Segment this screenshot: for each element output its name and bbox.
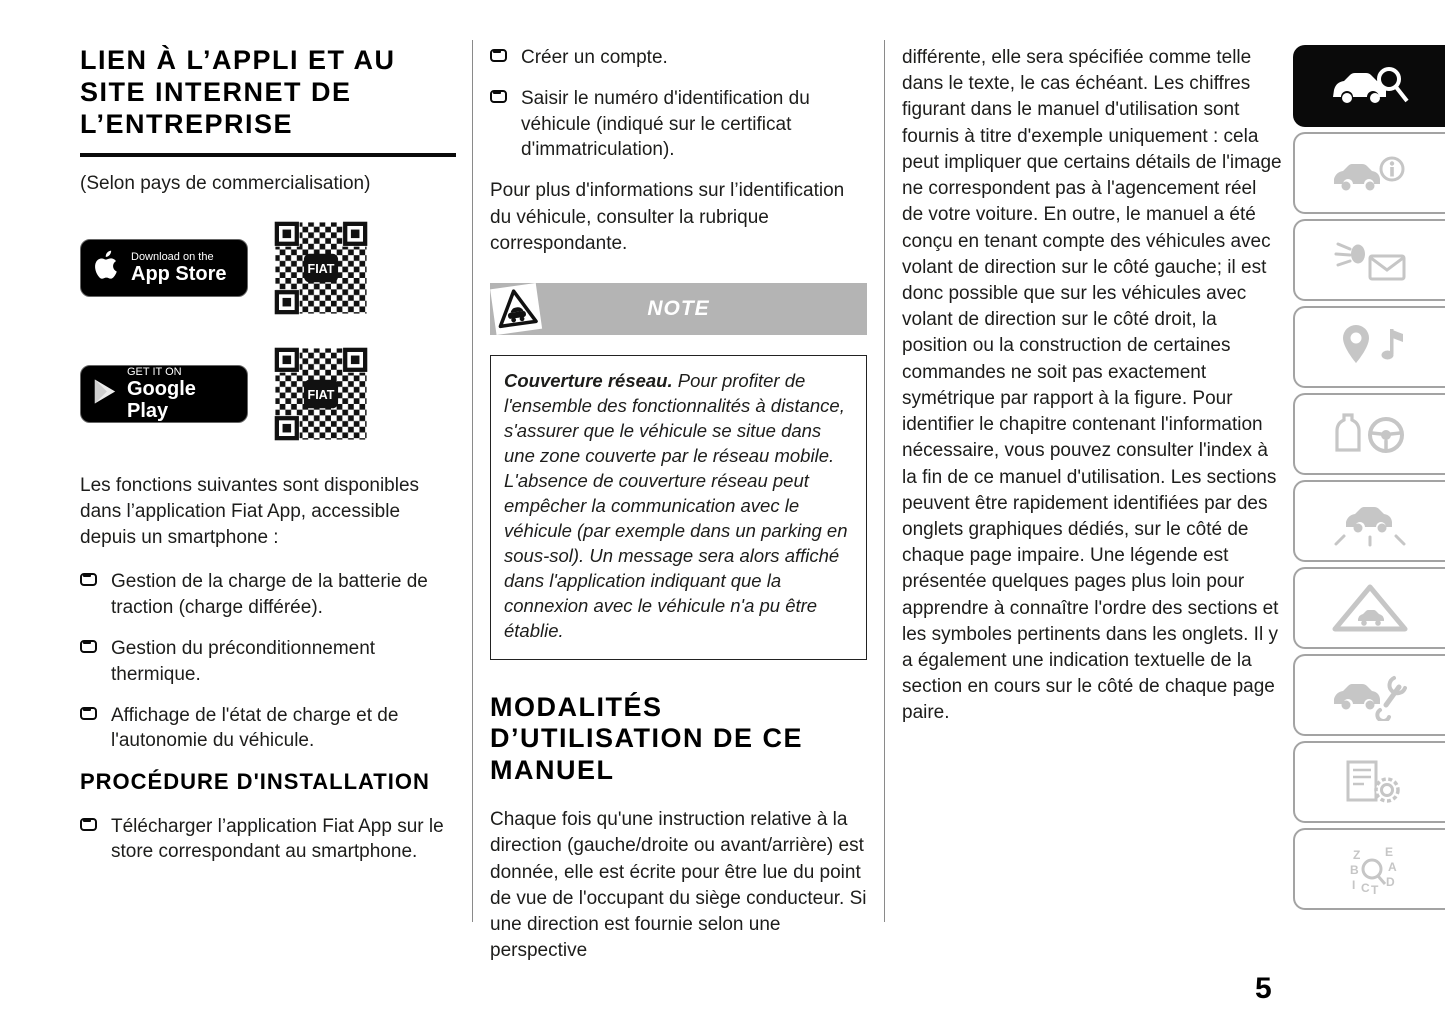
tab-warning-lights-messages[interactable] xyxy=(1293,219,1445,301)
checkbox-bullet-icon xyxy=(80,640,97,653)
usage-heading: MODALITÉS D’UTILISATION DE CE MANUEL xyxy=(490,691,804,786)
checkbox-bullet-icon xyxy=(80,818,97,831)
tab-starting-driving[interactable] xyxy=(1293,393,1445,475)
apple-logo-icon xyxy=(93,248,121,287)
svg-text:E: E xyxy=(1385,845,1394,859)
network-box-text: Pour profiter de l'ensemble des fonctionnalités à distance, s'assurer que le véhicule se situe dans une zone couverte par le réseau mobile. L'absence de couverture réseau peut empêcher la communication avec le véhicule (par exemple dans un parking en sous-sol). Un message sera alors affiché dans l'application indiquant que la connexion avec le véhicule n'a pu être établie. xyxy=(504,369,848,641)
column-app-link xyxy=(80,45,456,880)
column-divider xyxy=(884,40,885,922)
navigation-audio-icon xyxy=(1330,321,1410,373)
install-procedure-heading: PROCÉDURE D'INSTALLATION xyxy=(80,769,430,795)
checkbox-bullet-icon xyxy=(490,49,507,62)
list-item: Gestion de la charge de la batterie de traction (charge différée). xyxy=(80,569,456,621)
section-tabs xyxy=(1293,45,1445,915)
svg-text:C: C xyxy=(1361,881,1370,895)
svg-text:I: I xyxy=(1352,878,1356,892)
tab-instrument-panel[interactable] xyxy=(1293,132,1445,214)
google-play-badge[interactable] xyxy=(80,365,248,423)
google-play-badge-text: GET IT ON Google Play xyxy=(127,365,196,422)
emergency-triangle-icon xyxy=(1330,582,1410,634)
note-banner xyxy=(490,283,867,335)
list-item: Saisir le numéro d'identification du véhicule (indiqué sur le certificat d'immatriculation). xyxy=(490,86,867,163)
vin-info-paragraph: Pour plus d'informations sur l’identification du véhicule, consulter la rubrique correspondante. xyxy=(490,180,845,254)
app-functions-list xyxy=(80,569,456,754)
list-item: Créer un compte. xyxy=(490,45,867,71)
account-steps-list xyxy=(490,45,867,163)
car-info-icon xyxy=(1330,147,1410,199)
document-gear-icon xyxy=(1330,756,1410,808)
list-item: Gestion du préconditionnement thermique. xyxy=(80,636,456,688)
column-continuation xyxy=(902,45,1282,727)
list-item: Télécharger l’application Fiat App sur le store correspondant au smartphone. xyxy=(80,814,456,866)
usage-paragraph: Chaque fois qu'une instruction relative à la direction (gauche/droite ou avant/arrière) est donnée, elle est écrite pour être lue du point de vue de l'occupant du siège conducteur. Si une direction est fournie selon une perspective xyxy=(490,809,867,962)
svg-text:B: B xyxy=(1350,863,1359,877)
checkbox-bullet-icon xyxy=(490,90,507,103)
google-play-row xyxy=(80,347,456,441)
tab-emergency[interactable] xyxy=(1293,567,1445,649)
car-wrench-icon xyxy=(1330,669,1410,721)
qr-code-app-store[interactable] xyxy=(274,221,368,315)
app-store-badge[interactable] xyxy=(80,239,248,297)
tab-getting-to-know-your-car[interactable] xyxy=(1293,45,1445,127)
tab-index[interactable] xyxy=(1293,828,1445,910)
qr-center-label: FIAT xyxy=(307,261,335,276)
section-title: LIEN À L’APPLI ET AU SITE INTERNET DE L’ENTREPRISE xyxy=(80,45,456,157)
checkbox-bullet-icon xyxy=(80,707,97,720)
app-store-row xyxy=(80,221,456,315)
tab-servicing-care[interactable] xyxy=(1293,654,1445,736)
svg-text:D: D xyxy=(1386,875,1395,889)
app-store-badge-text: Download on the App Store xyxy=(131,250,227,285)
tab-technical-data[interactable] xyxy=(1293,741,1445,823)
app-functions-intro: Les fonctions suivantes sont disponibles dans l’application Fiat App, accessible depuis un smartphone : xyxy=(80,474,420,549)
column-usage xyxy=(490,45,867,965)
play-logo-icon xyxy=(93,378,117,410)
svg-text:T: T xyxy=(1371,883,1379,895)
car-road-icon xyxy=(1330,495,1410,547)
install-steps-list xyxy=(80,814,456,866)
network-box-lead: Couverture réseau. xyxy=(504,369,673,391)
network-coverage-box xyxy=(490,355,867,660)
car-search-icon xyxy=(1330,60,1410,112)
svg-text:A: A xyxy=(1388,860,1397,874)
tab-safety[interactable] xyxy=(1293,480,1445,562)
tab-multimedia-navigation[interactable] xyxy=(1293,306,1445,388)
svg-text:Z: Z xyxy=(1353,848,1361,862)
note-label: NOTE xyxy=(647,296,710,320)
market-note: (Selon pays de commercialisation) xyxy=(80,172,371,194)
warning-lights-icon xyxy=(1330,234,1410,286)
qr-center-label: FIAT xyxy=(307,387,335,402)
continuation-paragraph: différente, elle sera spécifiée comme telle dans le texte, le cas échéant. Les chiffres figurant dans le manuel d'utilisation sont fournis à titre d'exemple uniquement : cela peut impliquer que certains détails de l'image ne correspondent pas à l'agencement réel de votre voiture. En outre, le manuel a été conçu en tenant compte des véhicules avec volant de direction sur le côté gauche; il est donc possible que sur les véhicules avec volant de direction sur le côté droit, la position ou la construction de certaines commandes ne soit pas exactement symétrique par rapport à la figure. Pour identifier le chapitre contenant l'information nécessaire, vous pouvez consulter l'index à la fin de ce manuel d'utilisation. Les sections peuvent être rapidement identifiées par des onglets graphiques dédiés, sur le côté de chaque page impaire. Une légende est présentée quelques pages plus loin pour apprendre à connaître l'ordre des sections et les symboles pertinents dans les onglets. Il y a également une indication textuelle de la section en cours sur le côté de chaque page paire. xyxy=(902,47,1282,724)
column-divider xyxy=(472,40,473,922)
qr-code-google-play[interactable] xyxy=(274,347,368,441)
index-search-icon xyxy=(1330,843,1410,895)
checkbox-bullet-icon xyxy=(80,573,97,586)
page-number: 5 xyxy=(1255,972,1272,1005)
warning-triangle-car-icon xyxy=(488,278,544,338)
steering-wheel-bottle-icon xyxy=(1330,408,1410,460)
list-item: Affichage de l'état de charge et de l'autonomie du véhicule. xyxy=(80,703,456,755)
